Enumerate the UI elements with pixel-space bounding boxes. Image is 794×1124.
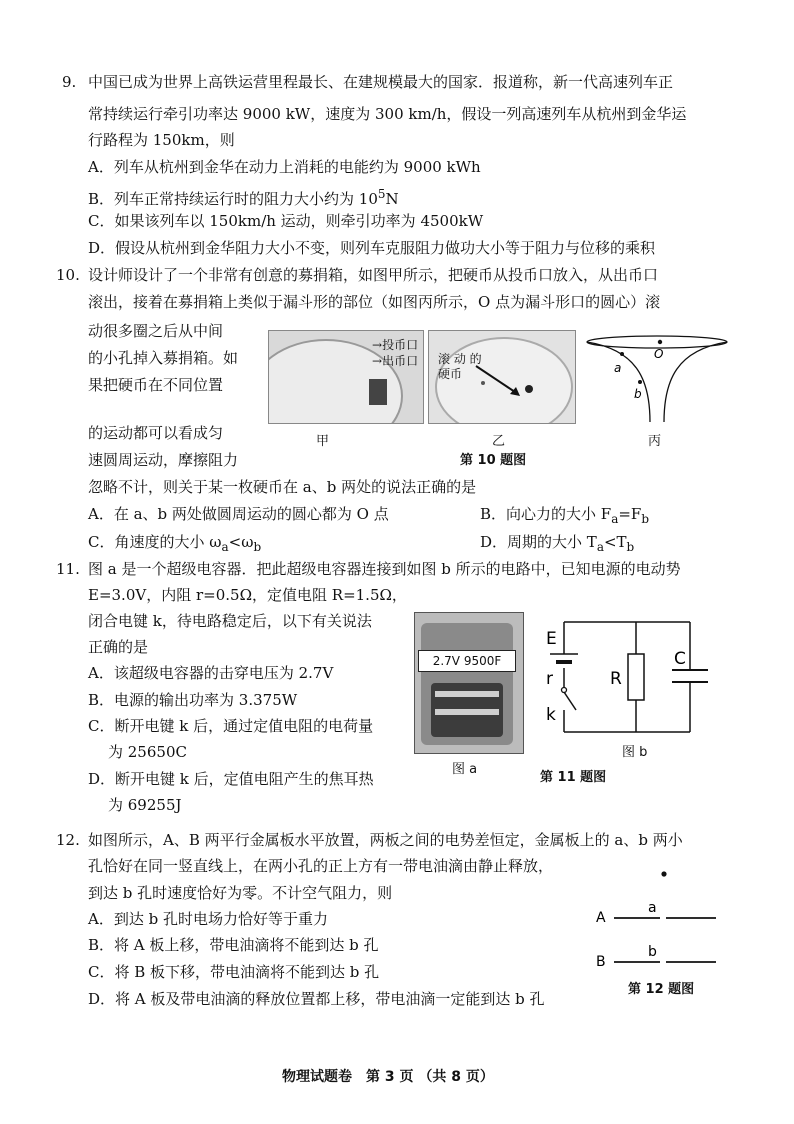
- q9-stem-line-2: 常持续运行牵引功率达 9000 kW，速度为 300 km/h，假设一列高速列车从杭州到金华运: [88, 105, 687, 123]
- q10-wrap-line-4: 的运动都可以看成匀: [88, 424, 224, 442]
- q9-option-d: D．假设从杭州到金华阻力大小不变，则列车克服阻力做功大小等于阻力与位移的乘积: [88, 239, 656, 257]
- q11-capacitor-label: 2.7V 9500F: [418, 650, 516, 672]
- q12-label-b: b: [648, 944, 657, 960]
- q11-stem-line-4: 正确的是: [88, 638, 149, 656]
- q10-option-c: C．角速度的大小 $\omega_a<\omega_b$: [88, 533, 262, 554]
- q10-number: 10.: [56, 266, 80, 284]
- q11-option-c-cont: 为 25650C: [108, 743, 187, 761]
- q11-option-a: A．该超级电容器的击穿电压为 2.7V: [88, 664, 334, 682]
- q10-label-coin-in: →投币口: [372, 338, 419, 352]
- q12-option-a: A．到达 b 孔时电场力恰好等于重力: [88, 910, 328, 928]
- q12-oil-drop: [661, 871, 666, 876]
- q10-option-d: D．周期的大小 $T_a<T_b$: [480, 533, 635, 554]
- q11-label-R: R: [610, 669, 622, 689]
- q10-wrap-line-1: 动很多圈之后从中间: [88, 322, 224, 340]
- q10-stem-line-2: 滚出，接着在募捐箱上类似于漏斗形的部位（如图丙所示，O 点为漏斗形口的圆心）滚: [88, 293, 661, 311]
- q9-option-c: C．如果该列车以 150km/h 运动，则牵引功率为 4500kW: [88, 212, 484, 230]
- q10-figure-caption: 第 10 题图: [460, 453, 527, 468]
- q11-label-r: r: [546, 669, 553, 689]
- q10-wrap-line-3: 果把硬币在不同位置: [88, 376, 224, 394]
- q11-stem-line-3: 闭合电键 k，待电路稳定后，以下有关说法: [88, 612, 372, 630]
- q11-stem-line-2: E=3.0V，内阻 r=0.5Ω，定值电阻 R=1.5Ω，: [88, 586, 407, 604]
- q9-option-b-exponent: 5: [377, 187, 386, 201]
- q9-option-a: A．列车从杭州到金华在动力上消耗的电能约为 9000 kWh: [88, 158, 481, 176]
- q11-option-d-cont: 为 69255J: [108, 796, 182, 814]
- q12-label-A: A: [596, 910, 606, 926]
- q11-capacitor-photo: [414, 612, 524, 754]
- q9-stem-line-1: 中国已成为世界上高铁运营里程最长、在建规模最大的国家．报道称，新一代高速列车正: [88, 73, 674, 91]
- q9-stem-line-3: 行路程为 150km，则: [88, 131, 235, 149]
- q12-stem-line-3: 到达 b 孔时速度恰好为零。不计空气阻力，则: [88, 884, 393, 902]
- q10-subcaption-jia: 甲: [316, 434, 330, 449]
- q10-option-b: B．向心力的大小 $F_a=F_b$: [480, 505, 650, 526]
- q9-option-b: B．列车正常持续运行时的阻力大小约为 $10^5N$: [88, 187, 399, 208]
- q12-plates-diagram: [590, 862, 730, 972]
- q12-number: 12.: [56, 831, 80, 849]
- q10-label-b: b: [634, 387, 642, 401]
- q11-option-b: B．电源的输出功率为 3.375W: [88, 691, 298, 709]
- q10-subcaption-yi: 乙: [492, 434, 506, 449]
- q12-option-b: B．将 A 板上移，带电油滴将不能到达 b 孔: [88, 936, 379, 954]
- q12-label-B: B: [596, 954, 606, 970]
- q10-label-a: a: [614, 361, 622, 375]
- q11-label-k: k: [546, 705, 556, 725]
- q10-label-O: O: [654, 347, 664, 361]
- q11-option-d: D．断开电键 k 后，定值电阻产生的焦耳热: [88, 770, 374, 788]
- q12-label-a: a: [648, 900, 657, 916]
- q10-wrap-line-2: 的小孔掉入募捐箱。如: [88, 349, 239, 367]
- q12-option-c: C．将 B 板下移，带电油滴将不能到达 b 孔: [88, 963, 380, 981]
- q10-label-coin-out: →出币口: [372, 354, 419, 368]
- q10-stem-line-1: 设计师设计了一个非常有创意的募捐箱，如图甲所示，把硬币从投币口放入，从出币口: [88, 266, 659, 284]
- q10-arrow-icon: [470, 360, 530, 400]
- q11-number: 11.: [56, 560, 80, 578]
- q12-figure-caption: 第 12 题图: [628, 982, 695, 997]
- q11-label-E: E: [546, 629, 557, 649]
- q11-fig-b-caption: 图 b: [622, 745, 648, 760]
- q11-circuit-diagram: [540, 612, 720, 750]
- q9-number: 9.: [62, 73, 77, 91]
- q10-funnel-diagram: [582, 330, 732, 430]
- q11-figure-caption: 第 11 题图: [540, 770, 607, 785]
- q10-wrap-line-5: 速圆周运动，摩擦阻力: [88, 451, 239, 469]
- q12-stem-line-1: 如图所示，A、B 两平行金属板水平放置，两板之间的电势差恒定，金属板上的 a、b 两小: [88, 831, 683, 849]
- q10-stem-tail: 忽略不计，则关于某一枚硬币在 a、b 两处的说法正确的是: [88, 478, 477, 496]
- page-footer: 物理试题卷 第 3 页 （共 8 页）: [282, 1069, 494, 1085]
- q11-stem-line-1: 图 a 是一个超级电容器．把此超级电容器连接到如图 b 所示的电路中，已知电源的电动势: [88, 560, 681, 578]
- q10-subcaption-bing: 丙: [648, 434, 662, 449]
- q10-label-rolling-coin: 滚 动 的 硬币: [438, 352, 482, 381]
- q12-option-d: D．将 A 板及带电油滴的释放位置都上移，带电油滴一定能到达 b 孔: [88, 990, 545, 1008]
- q11-fig-a-caption: 图 a: [452, 762, 478, 777]
- q11-option-c: C．断开电键 k 后，通过定值电阻的电荷量: [88, 717, 374, 735]
- q10-option-a: A．在 a、b 两处做圆周运动的圆心都为 O 点: [88, 505, 389, 523]
- q11-label-C: C: [674, 649, 686, 669]
- q12-stem-line-2: 孔恰好在同一竖直线上，在两小孔的正上方有一带电油滴由静止释放，: [88, 857, 554, 875]
